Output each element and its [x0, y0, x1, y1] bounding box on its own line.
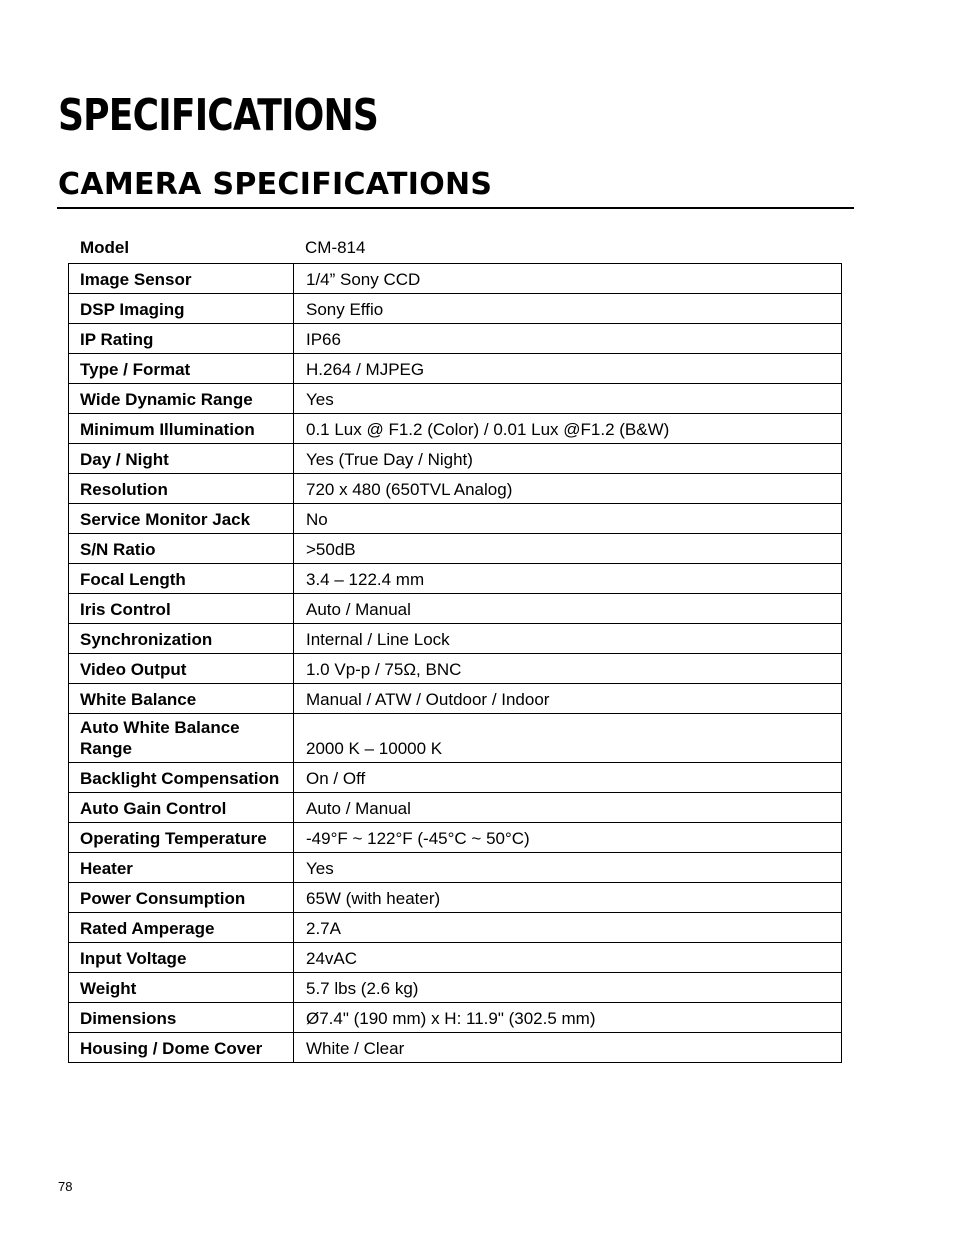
spec-value: Internal / Line Lock [294, 624, 842, 654]
table-row [69, 684, 842, 714]
table-row [69, 853, 842, 883]
spec-value: Auto / Manual [294, 594, 842, 624]
table-row [69, 714, 842, 763]
table-row [69, 943, 842, 973]
model-row [68, 236, 842, 263]
spec-label: Input Voltage [69, 943, 294, 973]
table-row [69, 1003, 842, 1033]
table-row [69, 913, 842, 943]
spec-label: Iris Control [69, 594, 294, 624]
spec-label: IP Rating [69, 324, 294, 354]
spec-label: Operating Temperature [69, 823, 294, 853]
spec-label: Video Output [69, 654, 294, 684]
spec-label: DSP Imaging [69, 294, 294, 324]
spec-value: 3.4 – 122.4 mm [294, 564, 842, 594]
spec-value: IP66 [294, 324, 842, 354]
table-row [69, 1033, 842, 1063]
table-row [69, 594, 842, 624]
table-row [69, 883, 842, 913]
spec-value: Yes [294, 853, 842, 883]
spec-value: On / Off [294, 763, 842, 793]
spec-label: Image Sensor [69, 264, 294, 294]
spec-value: Sony Effio [294, 294, 842, 324]
spec-value: -49°F ~ 122°F (-45°C ~ 50°C) [294, 823, 842, 853]
spec-value: 5.7 lbs (2.6 kg) [294, 973, 842, 1003]
spec-label: Housing / Dome Cover [69, 1033, 294, 1063]
spec-label: S/N Ratio [69, 534, 294, 564]
table-row [69, 624, 842, 654]
table-row [69, 534, 842, 564]
table-row [69, 264, 842, 294]
table-row [69, 414, 842, 444]
table-row [69, 474, 842, 504]
spec-value: 1/4” Sony CCD [294, 264, 842, 294]
table-row [69, 973, 842, 1003]
spec-label: Synchronization [69, 624, 294, 654]
spec-label: Wide Dynamic Range [69, 384, 294, 414]
table-row [69, 294, 842, 324]
table-row [69, 823, 842, 853]
spec-value: Yes (True Day / Night) [294, 444, 842, 474]
spec-label: Rated Amperage [69, 913, 294, 943]
spec-value: 0.1 Lux @ F1.2 (Color) / 0.01 Lux @F1.2 (B&W) [294, 414, 842, 444]
spec-value: 2000 K – 10000 K [294, 714, 842, 763]
spec-value: 24vAC [294, 943, 842, 973]
table-row [69, 324, 842, 354]
spec-label: Auto White Balance Range [69, 714, 294, 763]
spec-label: Dimensions [69, 1003, 294, 1033]
spec-label: Service Monitor Jack [69, 504, 294, 534]
table-row [69, 354, 842, 384]
spec-value: 2.7A [294, 913, 842, 943]
spec-value: 720 x 480 (650TVL Analog) [294, 474, 842, 504]
table-row [69, 654, 842, 684]
model-label: Model [80, 238, 130, 257]
spec-value: 1.0 Vp-p / 75Ω, BNC [294, 654, 842, 684]
spec-label: Power Consumption [69, 883, 294, 913]
table-row [69, 564, 842, 594]
spec-value: Manual / ATW / Outdoor / Indoor [294, 684, 842, 714]
table-row [69, 763, 842, 793]
section-title: CAMERA SPECIFICATIONS [58, 167, 493, 202]
spec-value: >50dB [294, 534, 842, 564]
spec-value: H.264 / MJPEG [294, 354, 842, 384]
spec-label: Backlight Compensation [69, 763, 294, 793]
spec-label: Minimum Illumination [69, 414, 294, 444]
section-divider [57, 207, 854, 209]
spec-label: Auto Gain Control [69, 793, 294, 823]
table-row [69, 793, 842, 823]
spec-value: White / Clear [294, 1033, 842, 1063]
spec-value: Yes [294, 384, 842, 414]
spec-label: Day / Night [69, 444, 294, 474]
spec-value: Auto / Manual [294, 793, 842, 823]
table-row [69, 504, 842, 534]
page-number: 78 [58, 1179, 73, 1194]
spec-value: Ø7.4" (190 mm) x H: 11.9" (302.5 mm) [294, 1003, 842, 1033]
spec-label: Focal Length [69, 564, 294, 594]
spec-label: White Balance [69, 684, 294, 714]
spec-value: 65W (with heater) [294, 883, 842, 913]
model-value: CM-814 [305, 238, 366, 257]
spec-label: Resolution [69, 474, 294, 504]
spec-label: Heater [69, 853, 294, 883]
spec-label: Weight [69, 973, 294, 1003]
table-row [69, 444, 842, 474]
table-row [69, 384, 842, 414]
page-title: SPECIFICATIONS [58, 90, 379, 141]
spec-value: No [294, 504, 842, 534]
spec-label: Type / Format [69, 354, 294, 384]
specifications-table [68, 263, 842, 1063]
